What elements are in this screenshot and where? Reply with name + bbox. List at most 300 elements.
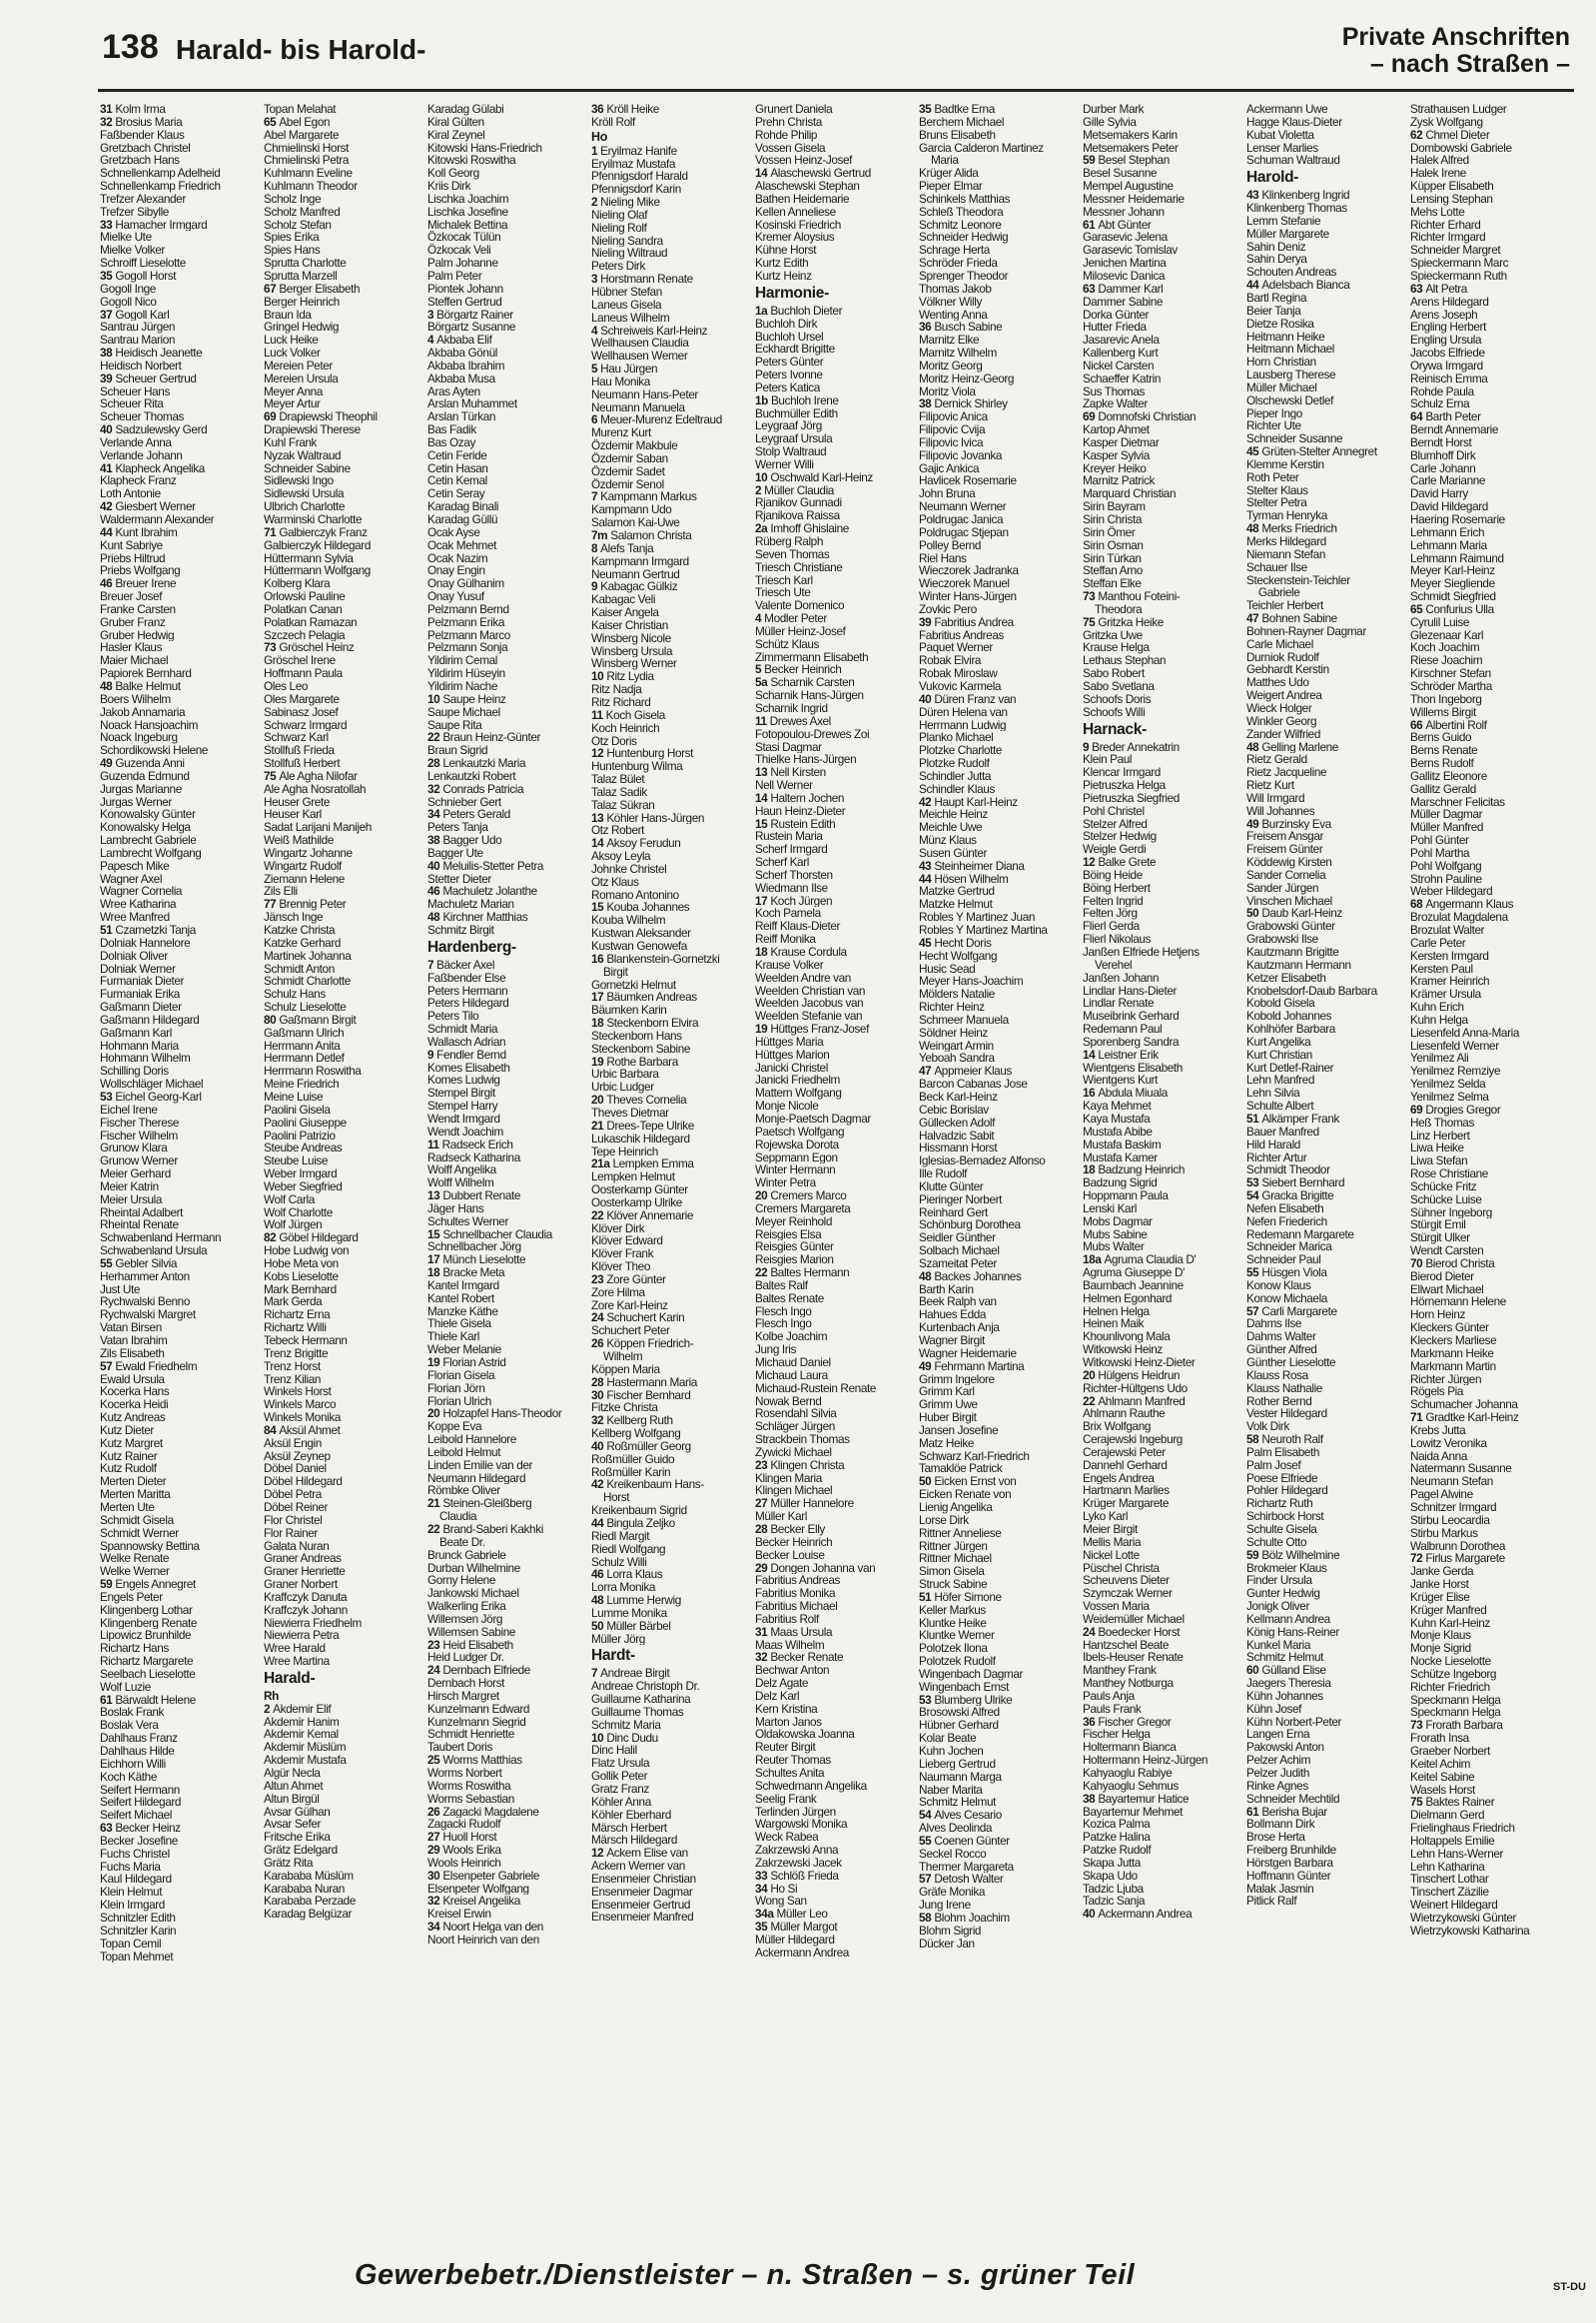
resident-name: Kozica Palma bbox=[1083, 1818, 1151, 1832]
resident-name: Brunck Gabriele bbox=[427, 1548, 506, 1562]
directory-entry bbox=[1083, 641, 1240, 654]
resident-name: Wree Katharina bbox=[100, 898, 177, 912]
directory-entry bbox=[264, 616, 421, 629]
directory-column bbox=[591, 103, 749, 2255]
resident-name: Lehn Hans-Werner bbox=[1410, 1847, 1504, 1861]
directory-entry bbox=[591, 619, 749, 632]
directory-entry bbox=[1410, 244, 1568, 257]
resident-name: Klemme Kerstin bbox=[1246, 457, 1324, 471]
resident-name: Dernbach Elfriede bbox=[442, 1664, 530, 1678]
resident-name: Jacobs Elfriede bbox=[1410, 347, 1485, 360]
resident-name: Meichle Heinz bbox=[919, 808, 988, 822]
directory-entry bbox=[264, 1398, 421, 1411]
directory-entry bbox=[264, 1488, 421, 1501]
resident-name: Meuer-Murenz Edeltraud bbox=[600, 413, 722, 427]
directory-entry bbox=[100, 1308, 258, 1321]
house-number: 84 bbox=[264, 1423, 277, 1437]
directory-entry bbox=[1246, 792, 1404, 805]
resident-name: Lienig Angelika bbox=[919, 1500, 993, 1514]
resident-name: Günther Lieselotte bbox=[1246, 1356, 1336, 1369]
resident-name: Matzke Helmut bbox=[919, 898, 993, 912]
directory-entry bbox=[919, 1861, 1077, 1874]
resident-name: Nyzak Waltraud bbox=[264, 448, 342, 462]
house-number: 17 bbox=[755, 894, 768, 908]
directory-entry bbox=[1246, 651, 1404, 664]
resident-name: Ellwart Michael bbox=[1410, 1282, 1484, 1296]
directory-entry bbox=[427, 731, 585, 744]
resident-name: Hörstgen Barbara bbox=[1246, 1856, 1333, 1870]
directory-entry bbox=[755, 116, 913, 129]
resident-name: Hüttermann Wolfgang bbox=[264, 564, 371, 578]
resident-name: Talaz Sükran bbox=[591, 798, 655, 812]
resident-name: Seidler Günther bbox=[919, 1231, 996, 1245]
resident-name: Salamon Kai-Uwe bbox=[591, 516, 680, 529]
directory-entry bbox=[591, 1222, 749, 1235]
directory-entry bbox=[264, 1347, 421, 1360]
resident-name: Becker Josefine bbox=[100, 1834, 178, 1848]
directory-entry bbox=[755, 561, 913, 574]
directory-entry bbox=[591, 1133, 749, 1146]
directory-entry bbox=[427, 1908, 585, 1921]
house-number: 2 bbox=[264, 1702, 271, 1716]
directory-entry bbox=[427, 1087, 585, 1100]
directory-entry bbox=[1083, 513, 1240, 526]
directory-entry bbox=[919, 1001, 1077, 1014]
directory-entry bbox=[919, 231, 1077, 244]
resident-name: Stelzer Alfred bbox=[1083, 817, 1148, 831]
house-number: 12 bbox=[591, 747, 604, 761]
resident-name: Monje Nicole bbox=[755, 1100, 819, 1113]
resident-name: Bayartemur Hatice bbox=[1098, 1792, 1190, 1806]
directory-entry bbox=[919, 1565, 1077, 1578]
resident-name: Bagger Udo bbox=[442, 834, 502, 847]
resident-name: Braun Ida bbox=[264, 308, 312, 322]
resident-name: Lischka Josefine bbox=[427, 205, 508, 219]
directory-entry bbox=[919, 1719, 1077, 1732]
house-number: 7 bbox=[427, 958, 434, 972]
resident-name: Konow Klaus bbox=[1246, 1278, 1311, 1292]
resident-name: Yenilmez Remziye bbox=[1410, 1065, 1501, 1079]
directory-entry bbox=[427, 244, 585, 257]
resident-name: Döbel Hildegard bbox=[264, 1475, 343, 1489]
directory-entry bbox=[427, 693, 585, 706]
resident-name: Schulte Albert bbox=[1246, 1100, 1314, 1113]
resident-name: Wollschläger Michael bbox=[100, 1078, 204, 1091]
resident-name: Janßen Johann bbox=[1083, 971, 1160, 985]
directory-entry bbox=[264, 1014, 421, 1027]
directory-entry bbox=[1246, 445, 1404, 458]
resident-name: Weelden Andre van bbox=[755, 971, 851, 985]
resident-name: Dinc Halil bbox=[591, 1744, 637, 1758]
directory-entry bbox=[100, 1604, 258, 1617]
directory-entry bbox=[1246, 1317, 1404, 1330]
directory-entry bbox=[919, 1604, 1077, 1617]
directory-entry bbox=[591, 580, 749, 593]
directory-entry bbox=[100, 1488, 258, 1501]
directory-entry bbox=[919, 462, 1077, 475]
resident-name: Jung Iris bbox=[755, 1343, 796, 1356]
resident-name: Schnitzler Edith bbox=[100, 1911, 176, 1925]
resident-name: Durban Wilhelmine bbox=[427, 1561, 520, 1575]
directory-entry bbox=[427, 1510, 585, 1523]
directory-entry bbox=[264, 706, 421, 719]
resident-name: Ensenmeier Manfred bbox=[591, 1911, 694, 1925]
house-number: 21a bbox=[591, 1158, 610, 1171]
resident-name: Vossen Gisela bbox=[755, 141, 826, 155]
resident-name: Avsar Sefer bbox=[264, 1818, 322, 1832]
house-number: 10 bbox=[591, 1731, 604, 1745]
resident-name: Rustein Maria bbox=[755, 830, 823, 844]
directory-entry bbox=[1246, 1728, 1404, 1741]
house-number: 57 bbox=[100, 1359, 113, 1373]
house-number: 32 bbox=[100, 115, 113, 129]
directory-entry bbox=[1083, 1036, 1240, 1049]
directory-entry bbox=[1083, 654, 1240, 667]
directory-entry bbox=[264, 860, 421, 873]
resident-name: Köhler Eberhard bbox=[591, 1808, 671, 1822]
directory-entry bbox=[1246, 1049, 1404, 1062]
resident-name: Brix Wolfgang bbox=[1083, 1420, 1152, 1434]
directory-entry bbox=[100, 1873, 258, 1886]
directory-entry bbox=[591, 1337, 749, 1350]
directory-entry bbox=[919, 1334, 1077, 1347]
street-heading: Hardenberg- bbox=[427, 938, 516, 956]
resident-name: Huoll Horst bbox=[442, 1831, 497, 1845]
resident-name: Schilling Doris bbox=[100, 1065, 169, 1079]
resident-name: Klöver Annemarie bbox=[606, 1208, 694, 1222]
directory-entry bbox=[1410, 500, 1568, 513]
resident-name: Kuhlmann Eveline bbox=[264, 167, 353, 181]
directory-entry bbox=[427, 1870, 585, 1883]
resident-name: Mustafa Baskim bbox=[1083, 1138, 1162, 1152]
house-number: 14 bbox=[591, 837, 604, 851]
directory-entry bbox=[1410, 449, 1568, 462]
resident-name: Zore Karl-Heinz bbox=[591, 1298, 668, 1312]
resident-name: Seifert Hildegard bbox=[100, 1796, 182, 1810]
resident-name: Florian Gisela bbox=[427, 1368, 495, 1382]
directory-entry bbox=[100, 360, 258, 373]
resident-name: Jenichen Martina bbox=[1083, 257, 1167, 270]
directory-entry bbox=[427, 423, 585, 436]
directory-entry bbox=[1083, 564, 1240, 577]
house-number: 7 bbox=[591, 1667, 598, 1681]
resident-name: Holtappels Emilie bbox=[1410, 1834, 1495, 1848]
resident-name: Sabo Robert bbox=[1083, 667, 1145, 680]
resident-name: Lehmann Erich bbox=[1410, 525, 1485, 539]
directory-entry bbox=[427, 1240, 585, 1253]
directory-entry bbox=[755, 1395, 913, 1408]
directory-entry bbox=[1083, 1100, 1240, 1113]
house-number: 23 bbox=[591, 1272, 604, 1286]
directory-entry bbox=[264, 1806, 421, 1819]
resident-name: Pietruszka Helga bbox=[1083, 779, 1166, 792]
resident-name: Pelzer Achim bbox=[1246, 1754, 1311, 1767]
directory-entry bbox=[427, 885, 585, 898]
resident-name: Graner Norbert bbox=[264, 1578, 338, 1591]
directory-entry bbox=[264, 1690, 421, 1703]
resident-name: Hohmann Maria bbox=[100, 1039, 179, 1053]
resident-name: Wolf Jürgen bbox=[264, 1218, 323, 1232]
directory-entry bbox=[1410, 539, 1568, 552]
resident-name: Rietz Kurt bbox=[1246, 779, 1294, 792]
directory-entry bbox=[755, 1934, 913, 1946]
house-number: 40 bbox=[427, 859, 440, 873]
resident-name: Wingartz Rudolf bbox=[264, 859, 342, 873]
directory-entry bbox=[919, 1886, 1077, 1899]
directory-entry bbox=[1246, 1253, 1404, 1266]
directory-entry bbox=[264, 309, 421, 322]
directory-entry bbox=[427, 1562, 585, 1575]
resident-name: Gunter Hedwig bbox=[1246, 1587, 1320, 1601]
directory-entry bbox=[919, 386, 1077, 398]
directory-entry bbox=[427, 1857, 585, 1870]
resident-name: Oles Margarete bbox=[264, 692, 340, 706]
directory-entry bbox=[427, 513, 585, 526]
resident-name: Kallenberg Kurt bbox=[1083, 347, 1159, 360]
resident-name: Stempel Harry bbox=[427, 1100, 498, 1113]
directory-entry bbox=[1083, 1767, 1240, 1780]
resident-name: Akdemir Mustafa bbox=[264, 1754, 347, 1767]
resident-name: Klingenberg Renate bbox=[100, 1616, 198, 1630]
resident-name: Klöver Theo bbox=[591, 1260, 650, 1273]
resident-name: Thomas Jakob bbox=[919, 282, 992, 296]
resident-name: Messner Heidemarie bbox=[1083, 192, 1185, 206]
directory-entry bbox=[755, 933, 913, 946]
house-number: 38 bbox=[1083, 1792, 1096, 1806]
resident-name: Neumann Hildegard bbox=[427, 1471, 526, 1485]
house-number: 20 bbox=[1083, 1368, 1096, 1382]
directory-entry bbox=[427, 1330, 585, 1343]
directory-entry bbox=[755, 1793, 913, 1806]
directory-entry bbox=[100, 193, 258, 206]
resident-name: Koch Pamela bbox=[755, 907, 821, 921]
resident-name: Schütze Ingeborg bbox=[1410, 1667, 1497, 1681]
directory-entry bbox=[755, 1844, 913, 1857]
directory-entry bbox=[427, 1305, 585, 1318]
directory-entry bbox=[755, 1767, 913, 1780]
resident-name: Alt Petra bbox=[1425, 282, 1467, 296]
resident-name: Krause Volker bbox=[755, 958, 824, 972]
street-heading: Harald- bbox=[264, 1669, 316, 1687]
directory-entry bbox=[755, 331, 913, 344]
resident-name: Krüger Elise bbox=[1410, 1590, 1470, 1604]
resident-name: Engels Andrea bbox=[1083, 1471, 1155, 1485]
directory-entry bbox=[1246, 1549, 1404, 1562]
directory-entry bbox=[264, 1437, 421, 1450]
directory-entry bbox=[755, 1806, 913, 1819]
directory-entry bbox=[919, 1308, 1077, 1321]
house-number: 32 bbox=[755, 1651, 768, 1665]
resident-name: Weber Hildegard bbox=[1410, 885, 1493, 899]
resident-name: Wong San bbox=[755, 1895, 807, 1909]
resident-name: Flor Christel bbox=[264, 1513, 323, 1527]
directory-entry bbox=[919, 103, 1077, 116]
directory-entry bbox=[919, 744, 1077, 757]
resident-name: Worms Matthias bbox=[442, 1754, 522, 1767]
resident-name: Vukovic Karmela bbox=[919, 679, 1002, 693]
house-number: 28 bbox=[755, 1522, 768, 1536]
resident-name: Ocak Ayse bbox=[427, 525, 480, 539]
house-number: 69 bbox=[264, 410, 277, 424]
resident-name: Frorath Insa bbox=[1410, 1732, 1469, 1745]
resident-name: Khounlivong Mala bbox=[1083, 1330, 1171, 1344]
directory-entry bbox=[264, 1754, 421, 1767]
resident-name: Scharnik Hans-Jürgen bbox=[755, 689, 864, 702]
directory-entry bbox=[919, 616, 1077, 629]
resident-name: Mubs Sabine bbox=[1083, 1227, 1148, 1241]
resident-name: Schnellenkamp Adelheid bbox=[100, 167, 221, 181]
directory-entry bbox=[1083, 577, 1240, 590]
resident-name: Fehrmann Martina bbox=[934, 1359, 1025, 1373]
resident-name: Schauer Ilse bbox=[1246, 560, 1307, 574]
resident-name: Liwa Stefan bbox=[1410, 1155, 1468, 1168]
house-number: 12 bbox=[1083, 856, 1096, 869]
directory-entry bbox=[755, 920, 913, 933]
directory-entry bbox=[264, 513, 421, 526]
resident-name: Fabritius Michael bbox=[755, 1600, 838, 1613]
directory-entry bbox=[1246, 741, 1404, 754]
directory-entry bbox=[100, 1629, 258, 1642]
resident-name: Kröll Rolf bbox=[591, 115, 635, 129]
directory-entry bbox=[427, 1523, 585, 1536]
resident-name: Vester Hildegard bbox=[1246, 1407, 1327, 1421]
resident-name: Firlus Margarete bbox=[1425, 1552, 1505, 1566]
directory-entry bbox=[1410, 1514, 1568, 1527]
directory-entry bbox=[100, 167, 258, 180]
resident-name: Papesch Mike bbox=[100, 859, 170, 873]
resident-name: Reisgies Marion bbox=[755, 1253, 834, 1267]
directory-entry bbox=[591, 350, 749, 363]
resident-name: Pitlick Ralf bbox=[1246, 1895, 1297, 1909]
resident-name: Bechwar Anton bbox=[755, 1664, 830, 1678]
directory-entry bbox=[1410, 1334, 1568, 1347]
directory-entry bbox=[1246, 869, 1404, 882]
directory-entry bbox=[1410, 180, 1568, 193]
directory-entry bbox=[1410, 1925, 1568, 1937]
directory-entry bbox=[1246, 1600, 1404, 1613]
directory-entry bbox=[919, 783, 1077, 796]
resident-name: Göbel Hildegard bbox=[279, 1231, 359, 1245]
directory-entry bbox=[1246, 535, 1404, 548]
directory-entry bbox=[755, 1818, 913, 1831]
directory-entry bbox=[100, 1514, 258, 1527]
directory-entry bbox=[1246, 715, 1404, 728]
resident-name: Dannehl Gerhard bbox=[1083, 1458, 1168, 1472]
directory-entry bbox=[591, 1247, 749, 1260]
resident-name: Kreisel Angelika bbox=[442, 1895, 520, 1909]
resident-name: Becker Heinz bbox=[115, 1822, 181, 1835]
resident-name: Patzke Halina bbox=[1083, 1831, 1151, 1845]
directory-entry bbox=[264, 1857, 421, 1870]
house-number: 70 bbox=[1410, 1256, 1423, 1270]
directory-entry bbox=[591, 593, 749, 606]
directory-entry bbox=[100, 1758, 258, 1771]
resident-name: Kreisel Erwin bbox=[427, 1908, 491, 1922]
house-number: 19 bbox=[427, 1356, 440, 1369]
resident-name: Schulz Erna bbox=[1410, 397, 1470, 411]
resident-name: Abt Günter bbox=[1098, 218, 1152, 232]
directory-entry bbox=[264, 1642, 421, 1655]
resident-name: Adelsbach Bianca bbox=[1261, 279, 1350, 292]
directory-entry bbox=[591, 1530, 749, 1543]
house-number: 17 bbox=[427, 1253, 440, 1267]
resident-name: Richartz Ruth bbox=[1246, 1497, 1313, 1511]
directory-entry bbox=[100, 1899, 258, 1912]
directory-entry bbox=[591, 299, 749, 312]
resident-name: Michaud-Rustein Renate bbox=[755, 1381, 877, 1395]
resident-name: Trenz Kilian bbox=[264, 1372, 322, 1386]
directory-entry bbox=[1410, 474, 1568, 487]
directory-entry bbox=[591, 1847, 749, 1860]
directory-entry bbox=[591, 1234, 749, 1247]
resident-name: Witkowski Heinz-Dieter bbox=[1083, 1356, 1196, 1369]
directory-entry bbox=[100, 629, 258, 642]
directory-entry bbox=[1246, 1523, 1404, 1536]
directory-entry bbox=[264, 950, 421, 963]
resident-name: Spannowsky Bettina bbox=[100, 1539, 200, 1553]
directory-entry bbox=[591, 1757, 749, 1770]
resident-name: Schuchert Karin bbox=[606, 1311, 685, 1325]
resident-name: Klein Helmut bbox=[100, 1886, 163, 1900]
resident-name: Schreiweis Karl-Heinz bbox=[600, 324, 708, 338]
directory-entry bbox=[1410, 1527, 1568, 1540]
directory-entry bbox=[591, 683, 749, 696]
directory-entry bbox=[1083, 423, 1240, 436]
resident-name: Lethaus Stephan bbox=[1083, 654, 1167, 668]
directory-entry bbox=[919, 219, 1077, 232]
resident-name: Robak Elvira bbox=[919, 654, 982, 668]
directory-entry bbox=[100, 1552, 258, 1565]
resident-name: Gorny Helene bbox=[427, 1574, 495, 1588]
resident-name: Sirin Christa bbox=[1083, 513, 1143, 526]
resident-name: Hösen Wilhelm bbox=[934, 872, 1009, 886]
directory-entry bbox=[919, 577, 1077, 590]
resident-name: Krause Cordula bbox=[770, 946, 847, 959]
directory-entry bbox=[755, 1728, 913, 1741]
resident-name: Poese Elfriede bbox=[1246, 1471, 1318, 1485]
directory-entry bbox=[1410, 719, 1568, 732]
resident-name: Heid Elisabeth bbox=[442, 1638, 513, 1652]
directory-entry bbox=[919, 1193, 1077, 1206]
resident-name: Leibold Hannelore bbox=[427, 1433, 516, 1446]
directory-entry bbox=[100, 1142, 258, 1155]
resident-name: Schneider Marica bbox=[1246, 1240, 1332, 1254]
resident-name: Seelbach Lieselotte bbox=[100, 1667, 196, 1681]
directory-entry bbox=[1083, 1741, 1240, 1754]
house-number: 9 bbox=[427, 1048, 434, 1062]
resident-name: Grabowski Günter bbox=[1246, 920, 1335, 934]
resident-name: Günther Alfred bbox=[1246, 1343, 1317, 1356]
house-number: 7 bbox=[591, 490, 598, 504]
directory-entry bbox=[591, 670, 749, 683]
resident-name: Wolf Luzie bbox=[100, 1680, 151, 1694]
resident-name: Heß Thomas bbox=[1410, 1116, 1474, 1130]
directory-entry bbox=[100, 1052, 258, 1065]
resident-name: Boslak Vera bbox=[100, 1719, 159, 1733]
resident-name: Rjanikov Gunnadi bbox=[755, 496, 842, 510]
resident-name: Wolff Angelika bbox=[427, 1163, 496, 1177]
resident-name: Gretzbach Christel bbox=[100, 141, 191, 155]
directory-entry bbox=[427, 821, 585, 834]
resident-name: Yildirim Nache bbox=[427, 679, 498, 693]
house-number: 43 bbox=[1246, 189, 1259, 203]
directory-entry bbox=[591, 1607, 749, 1620]
resident-name: Dahms Walter bbox=[1246, 1330, 1316, 1344]
directory-entry bbox=[591, 1146, 749, 1159]
directory-column bbox=[755, 103, 913, 2255]
directory-entry bbox=[919, 719, 1077, 732]
house-number: 59 bbox=[1246, 1548, 1259, 1562]
